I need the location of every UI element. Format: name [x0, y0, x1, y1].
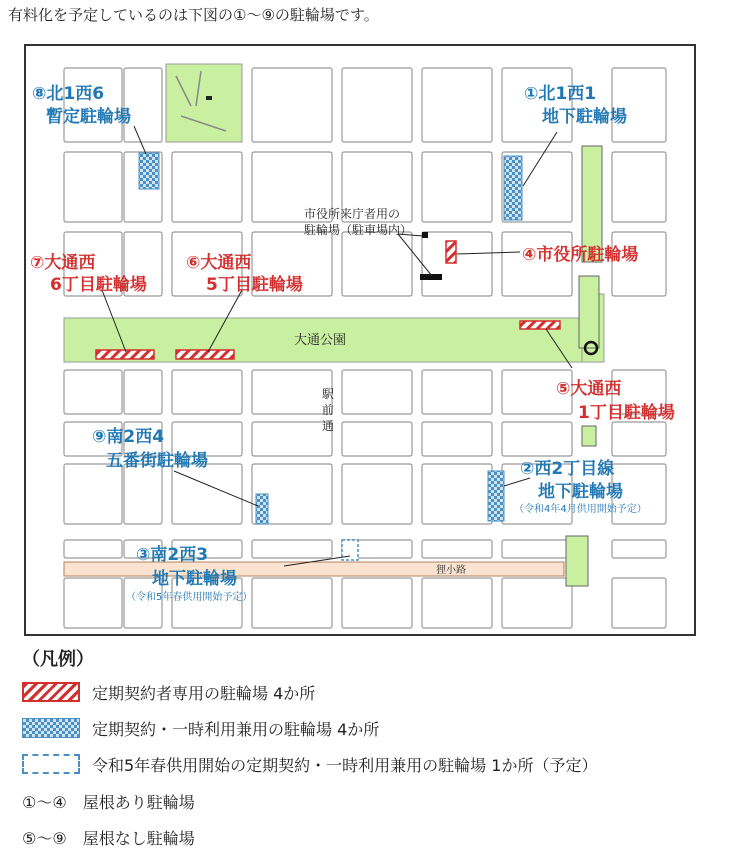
city-block	[252, 540, 332, 558]
label-ekimae-3: 通	[322, 419, 335, 433]
city-block	[342, 464, 412, 524]
city-block	[422, 422, 492, 456]
city-block	[124, 68, 162, 142]
legend-note-covered: ①～④ 屋根あり駐輪場	[22, 793, 195, 812]
city-block	[64, 68, 122, 142]
blue-dashed-swatch	[22, 754, 80, 774]
blue-check-swatch	[22, 718, 80, 738]
city-block	[422, 152, 492, 222]
label-p5-line2: 1丁目駐輪場	[578, 403, 675, 423]
legend-item-dashed	[22, 750, 597, 778]
parking-8-check	[139, 153, 159, 189]
red-hatch-swatch	[22, 682, 80, 702]
city-block	[422, 370, 492, 414]
map	[24, 44, 696, 636]
city-block	[252, 578, 332, 628]
parking-2-check	[488, 471, 504, 521]
city-block	[342, 578, 412, 628]
city-block	[502, 578, 572, 628]
city-block	[252, 422, 332, 456]
legend-item-red-text: 定期契約者専用の駐輪場 4か所	[92, 683, 316, 703]
city-block	[342, 232, 412, 296]
city-block	[422, 464, 492, 524]
city-block	[172, 464, 242, 524]
label-p3-line1: ③南2西3	[136, 545, 209, 565]
city-block	[612, 578, 666, 628]
city-block	[64, 540, 122, 558]
label-p1-line2: 地下駐輪場	[542, 107, 627, 127]
label-p9-line1: ⑨南2西4	[92, 427, 165, 447]
city-block	[342, 370, 412, 414]
city-block	[502, 422, 572, 456]
legend-item-red	[22, 678, 315, 706]
parking-7-hatch	[96, 350, 154, 359]
parking-5-hatch	[520, 321, 560, 329]
tanukikoji-label: 狸小路	[436, 565, 466, 576]
label-p4: ④市役所駐輪場	[522, 245, 639, 265]
city-block	[422, 540, 492, 558]
city-block	[612, 152, 666, 222]
city-block	[64, 578, 122, 628]
city-block	[124, 370, 162, 414]
city-block	[422, 578, 492, 628]
city-block	[422, 68, 492, 142]
city-block	[64, 464, 122, 524]
city-block	[502, 540, 572, 558]
legend-item-dashed-text: 令和5年春供用開始の定期契約・一時利用兼用の駐輪場 1か所（予定）	[92, 755, 598, 775]
label-p7-line2: 6丁目駐輪場	[50, 275, 147, 295]
label-p7-line1: ⑦大通西	[30, 253, 96, 273]
label-p2-line2: 地下駐輪場	[538, 482, 623, 502]
city-block	[502, 68, 572, 142]
cityhall-parking-marker	[422, 232, 428, 238]
label-p8-line1: ⑧北1西6	[32, 84, 105, 104]
intro-text: 有料化を予定しているのは下図の①～⑨の駐輪場です。	[8, 6, 379, 24]
label-p8-line2: 暫定駐輪場	[46, 107, 131, 127]
label-cityhall-visitor-1: 市役所来庁者用の	[304, 207, 401, 221]
city-block	[172, 152, 242, 222]
legend-item-blue-text: 定期契約・一時利用兼用の駐輪場 4か所	[92, 719, 380, 739]
label-p5-line1: ⑤大通西	[556, 379, 622, 399]
label-odori-park: 大通公園	[294, 333, 347, 348]
city-block	[172, 370, 242, 414]
parking-6-hatch	[176, 350, 234, 359]
label-p2-note: （令和4年4月供用開始予定）	[514, 504, 647, 515]
city-block	[252, 68, 332, 142]
label-p9-line2: 五番街駐輪場	[106, 451, 208, 471]
legend-note-uncovered: ⑤～⑨ 屋根なし駐輪場	[22, 829, 195, 848]
city-block	[612, 422, 666, 456]
green-park-north	[166, 64, 242, 142]
city-block	[342, 422, 412, 456]
label-p6-line1: ⑥大通西	[186, 253, 252, 273]
label-p6-line2: 5丁目駐輪場	[206, 275, 303, 295]
city-block	[612, 68, 666, 142]
parking-1-check	[504, 156, 522, 220]
city-block	[64, 370, 122, 414]
label-ekimae-1: 駅	[322, 387, 335, 401]
parking-4-hatch	[446, 241, 456, 263]
label-p1-line1: ①北1西1	[524, 84, 597, 104]
label-p3-line2: 地下駐輪場	[152, 569, 237, 589]
label-p2-line1: ②西2丁目線	[520, 459, 615, 479]
parking-9-check	[256, 494, 268, 524]
city-block	[342, 68, 412, 142]
city-block	[422, 232, 492, 296]
city-block	[124, 464, 162, 524]
city-block	[612, 540, 666, 558]
legend-item-blue	[22, 714, 379, 742]
label-p3-note: （令和5年春供用開始予定）	[126, 592, 253, 603]
legend-title: （凡例）	[22, 649, 94, 670]
city-block	[64, 152, 122, 222]
label-cityhall-visitor-2: 駐輪場（駐車場内）	[304, 223, 413, 237]
label-ekimae-2: 前	[322, 403, 335, 417]
city-block	[252, 370, 335, 414]
